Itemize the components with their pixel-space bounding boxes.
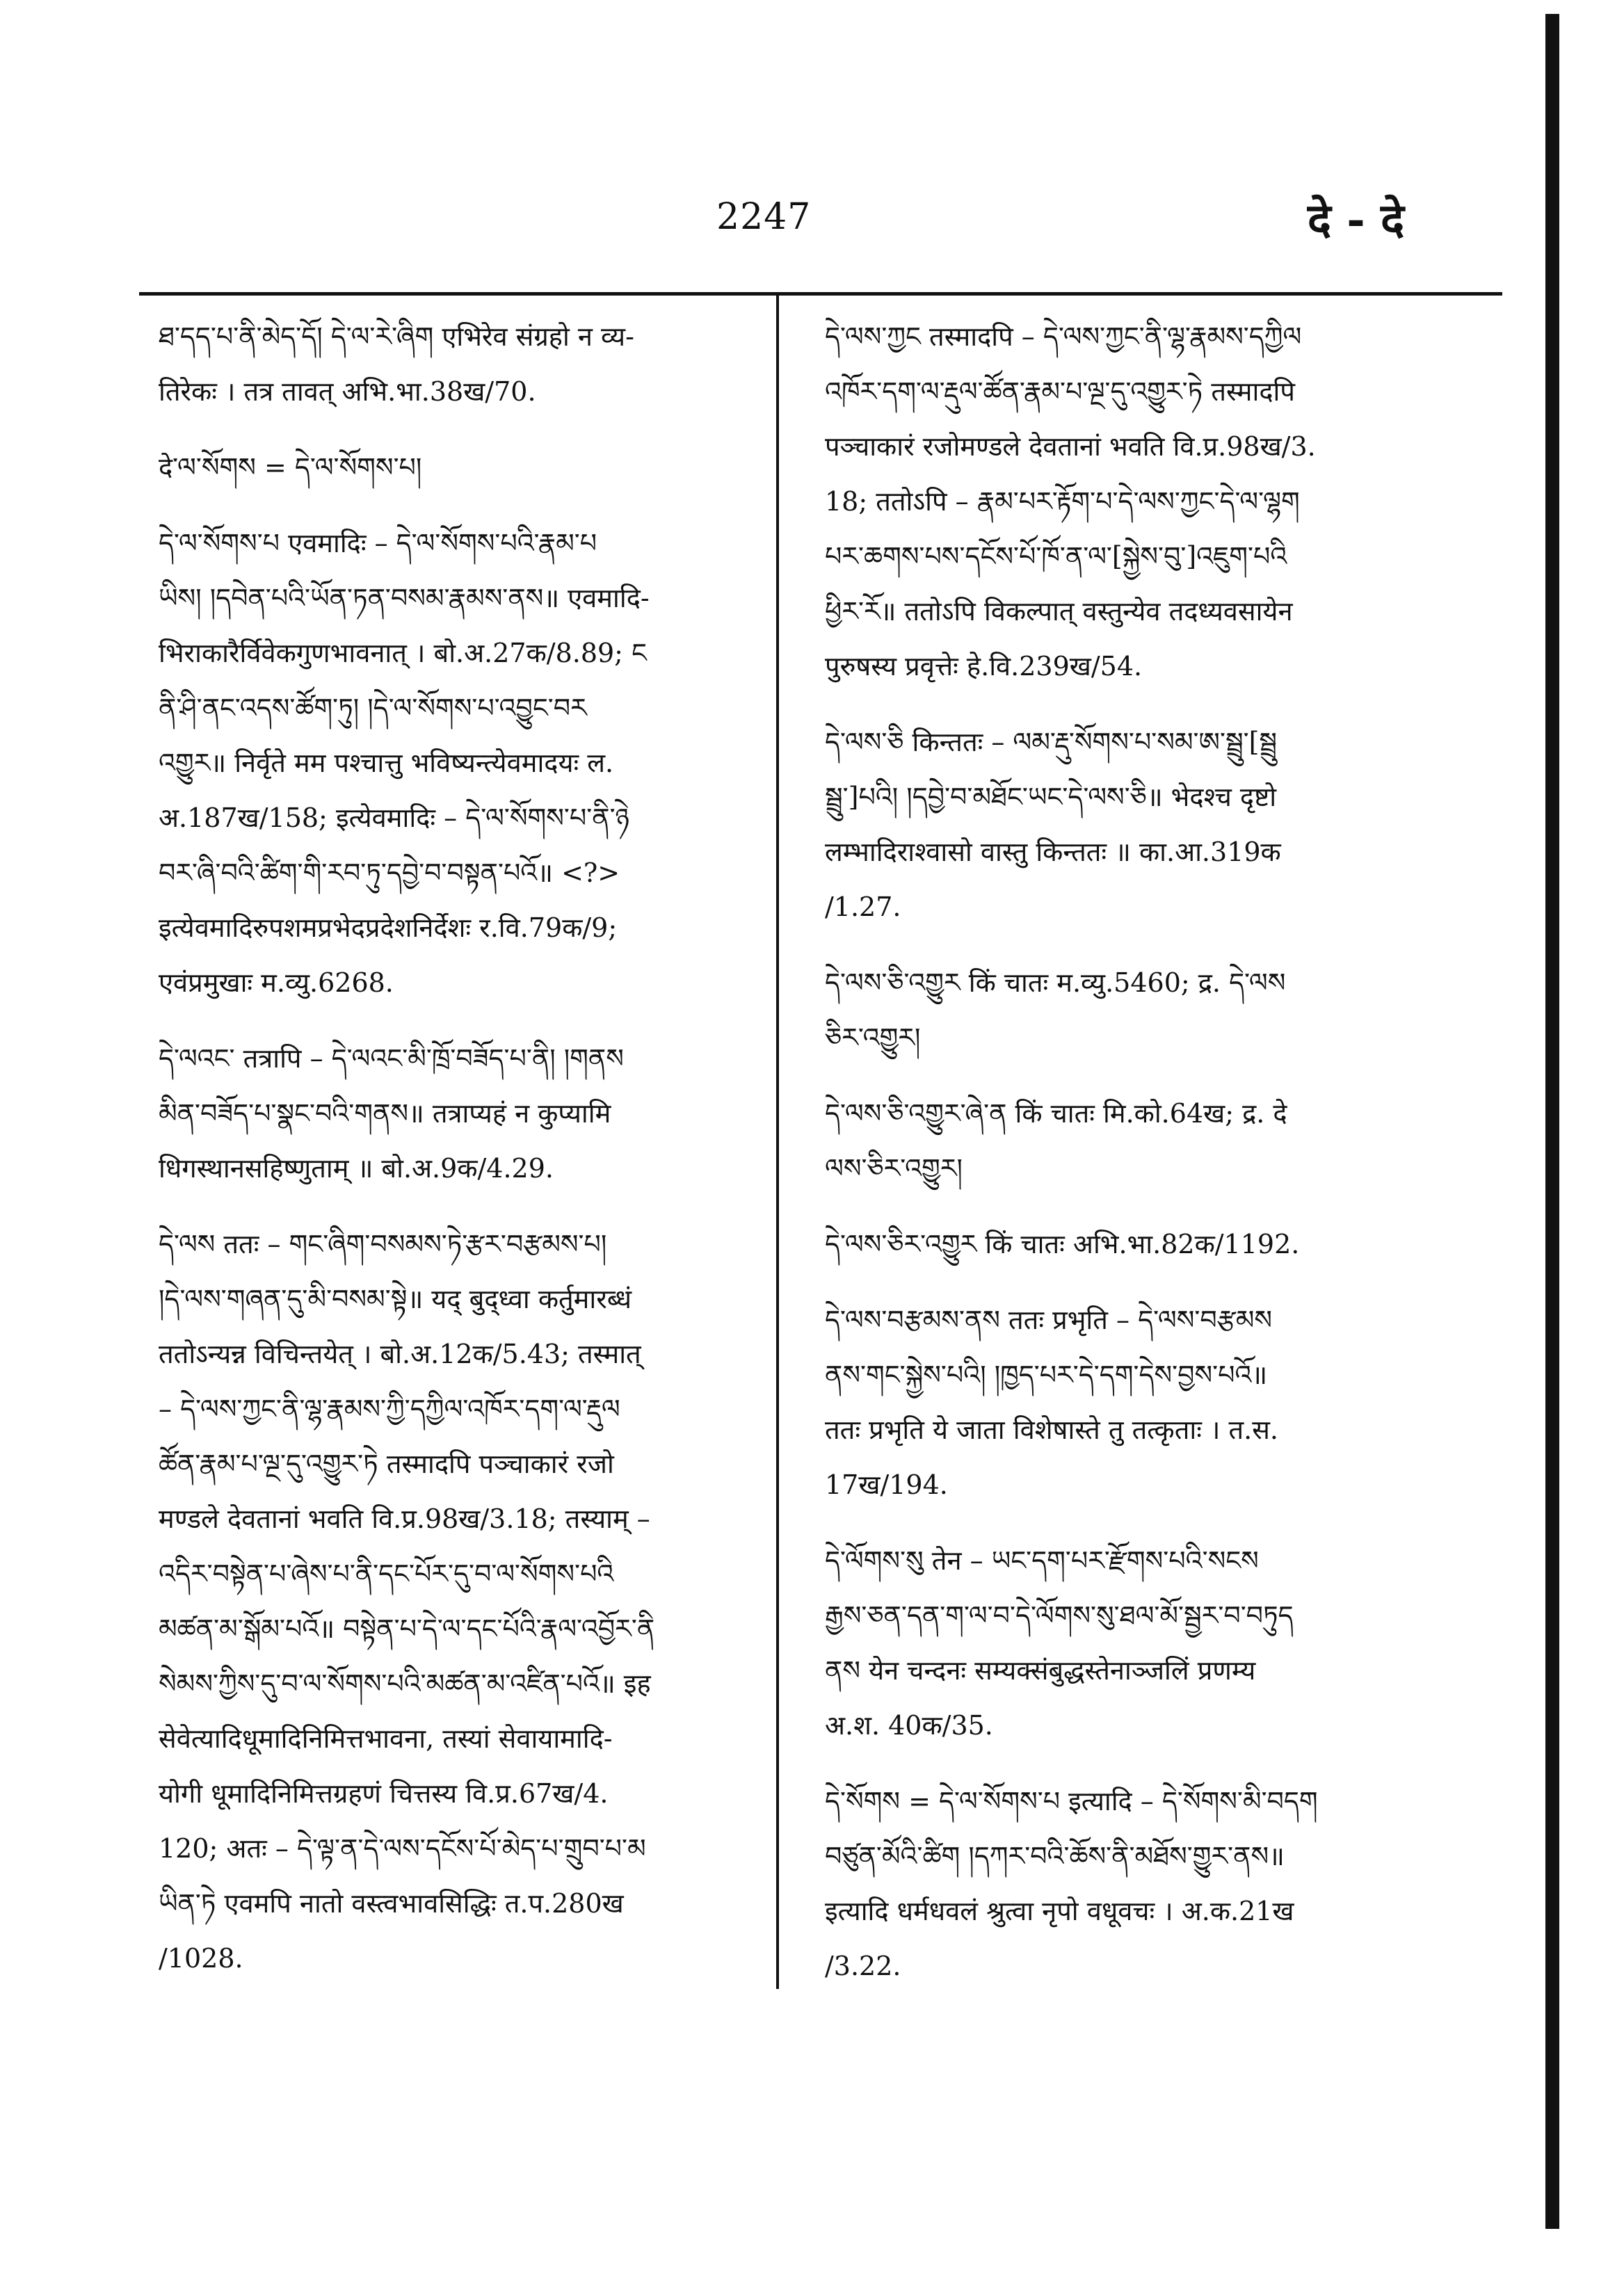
entry-line: དེ་སོགས = དེ་ལ་སོགས་པ इत्यादि – དེ་སོགས་མི་བདག (825, 1786, 1318, 1816)
entry-line: ནི་ཤི་ནང་འདས་ཚོག་ཏུ། །དེ་ལ་སོགས་པ་འབྱུང་བར (159, 693, 587, 723)
right-column (825, 309, 1525, 2015)
entry-line: རྒྱས་ཅན་དན་ག་ལ་བ་དེ་ལོགས་སུ་ཐལ་མོ་སྦྱར་བ་བཏུད (825, 1600, 1294, 1631)
entry-line: ཡིན་ཏེ एवमपि नातो वस्त्वभावसिद्धिः त.प.280ख (159, 1888, 624, 1919)
dictionary-entry (825, 1217, 1525, 1272)
dictionary-entry (825, 1293, 1525, 1513)
dictionary-entry (825, 309, 1525, 694)
entry-line: ཡིས། །དབེན་པའི་ཡོན་ཏན་བསམ་རྣམས་ནས॥ एवमादि- (159, 583, 650, 613)
entry-line: འགྱུར॥ निर्वृते मम पश्चात्तु भविष्यन्त्येवमादयः ल. (159, 748, 614, 778)
entry-line: བར་ཞི་བའི་ཚིག་གི་རབ་ཏུ་དབྱེ་བ་བསྟན་པའོ॥ <?> (159, 857, 620, 888)
entry-line: लम्भादिराश्वासो वास्तु किन्ततः ॥ का.आ.319क (825, 837, 1281, 867)
entry-line: འདིར་བསྟེན་པ་ཞེས་པ་ནི་དང་པོར་དུ་བ་ལ་སོགས་པའི (159, 1558, 614, 1589)
entry-line: པར་ཆགས་པས་དངོས་པོ་ཁོ་ན་ལ་[སྐྱེས་བུ་]འཇུག་པའི (825, 541, 1287, 572)
entry-line: 18; ततोऽपि – རྣམ་པར་རྟོག་པ་དེ་ལས་ཀྱང་དེ་ལ་ལྷག (825, 486, 1300, 517)
entry-line: ལས་ཅིར་འགྱུར། (825, 1153, 963, 1184)
entry-line: དེ་ལོགས་སུ तेन – ཡང་དག་པར་རྫོགས་པའི་སངས (825, 1545, 1259, 1576)
page-number: 2247 (716, 196, 812, 238)
dictionary-entry (825, 956, 1525, 1065)
entry-line: ཅིར་འགྱུར། (825, 1022, 921, 1053)
entry-line: སྦྲུ་]པའི། །དབྱེ་བ་མཐོང་ཡང་དེ་ལས་ཅི॥ भेदश्च दृष्टो (825, 782, 1277, 812)
dictionary-entry (159, 1217, 762, 1986)
entry-line: ततः प्रभृति ये जाता विशेषास्ते तु तत्कृताः । त.स. (825, 1415, 1278, 1445)
entry-line: अ.श. 40क/35. (825, 1710, 993, 1741)
entry-line: སེམས་ཀྱིས་དུ་བ་ལ་སོགས་པའི་མཚན་མ་འཛིན་པའོ॥ इह (159, 1668, 651, 1699)
entry-line: पुरुषस्य प्रवृत्तेः हे.वि.239ख/54. (825, 651, 1143, 682)
entry-line: བཙུན་མོའི་ཚིག །དཀར་བའི་ཆོས་ནི་མཐོས་གྱུར་ནས॥ (825, 1841, 1285, 1871)
entry-line: इत्यादि धर्मधवलं श्रुत्वा नृपो वधूवचः । अ.क.21ख (825, 1896, 1294, 1926)
entry-line: །དེ་ལས་གཞན་དུ་མི་བསམ་སྟེ॥ यद् बुद्ध्वा कर्तुमारब्धं (159, 1284, 632, 1314)
left-column (159, 309, 762, 2007)
entry-line: 17ख/194. (825, 1469, 948, 1500)
entry-line: དེ་ལས་ཅིར་འགྱུར किं चातः अभि.भा.82क/1192. (825, 1229, 1300, 1259)
entry-line: पञ्चाकारं रजोमण्डले देवतानां भवति वि.प्र.98ख/3. (825, 431, 1316, 462)
entry-line: དེ་ལ་སོགས་པ एवमादिः – དེ་ལ་སོགས་པའི་རྣམ་པ (159, 528, 597, 558)
entry-line: ततोऽन्यन्न विचिन्तयेत् । बो.अ.12क/5.43; तस्मात् (159, 1339, 641, 1369)
entry-line: – དེ་ལས་ཀྱང་ནི་ལྷ་རྣམས་ཀྱི་དཀྱིལ་འཁོར་དག་ལ་རྡུལ (159, 1394, 620, 1424)
entry-line: དེ་ལའང་ तत्रापि – དེ་ལའང་མི་ཁྲོ་བཟོད་པ་ནི། །གནས (159, 1043, 624, 1074)
dictionary-entry (159, 440, 762, 495)
entry-line: འཁོར་དག་ལ་རྡུལ་ཚོན་རྣམ་པ་ལྔ་དུ་འགྱུར་ཏེ तस्मादपि (825, 376, 1295, 407)
entry-line: ཕྱིར་རོ॥ ततोऽपि विकल्पात् वस्तुन्येव तदध्यवसायेन (825, 596, 1293, 627)
entry-line: तिरेकः । तत्र तावत् अभि.भा.38ख/70. (159, 376, 536, 407)
column-divider (776, 292, 779, 1989)
entry-line: धिगस्थानसहिष्णुताम् ॥ बो.अ.9क/4.29. (159, 1153, 554, 1184)
dictionary-entry (825, 1086, 1525, 1196)
entry-line: དེ་ལས་ཅི किन्ततः – ལམ་རྡུ་སོགས་པ་སམ་ཨ་སྦྲུ་[སྦྲུ (825, 727, 1278, 757)
entry-line: दे་ལ་སོགས = དེ་ལ་སོགས་པ། (159, 452, 422, 483)
entry-line: इत्येवमादिरुपशमप्रभेदप्रदेशनिर्देशः र.वि.79क/9; (159, 912, 618, 943)
header-rule (139, 292, 1502, 296)
entry-line: དེ་ལས་ཅི་འགྱུར་ཞེ་ན किं चातः मि.को.64ख; द्र. दे (825, 1098, 1287, 1129)
entry-line: योगी धूमादिनिमित्तग्रहणं चित्तस्य वि.प्र.67ख/4. (159, 1778, 609, 1809)
dictionary-entry (825, 1774, 1525, 1994)
running-head: दे - दे (1308, 194, 1405, 246)
entry-line: मण्डले देवतानां भवति वि.प्र.98ख/3.18; तस्याम् – (159, 1504, 650, 1534)
entry-line: ནས་གང་སྐྱེས་པའི། །ཁྱད་པར་དེ་དག་དེས་བྱས་པའོ॥ (825, 1360, 1268, 1390)
entry-line: ནས येन चन्दनः सम्यक्संबुद्धस्तेनाञ्जलिं प्रणम्य (825, 1655, 1256, 1686)
entry-line: ཐ་དད་པ་ནི་མེད་དོ། དེ་ལ་རེ་ཞིག एभिरेव संग्रहो न व्य- (159, 321, 634, 352)
entry-line: དེ་ལས་ཀྱང तस्मादपि – དེ་ལས་ཀྱང་ནི་ལྷ་རྣམས་དཀྱིལ (825, 321, 1302, 352)
binding-edge-bar (1545, 14, 1559, 2229)
entry-line: དེ་ལས ततः – གང་ཞིག་བསམས་ཏེ་རྩར་བརྩམས་པ། (159, 1229, 607, 1259)
entry-line: भिराकारैर्विवेकगुणभावनात् । बो.अ.27क/8.89; ང (159, 638, 647, 668)
entry-line: ཚོན་རྣམ་པ་ལྔ་དུ་འགྱུར་ཏེ तस्मादपि पञ्चाकारं रजो (159, 1449, 614, 1479)
dictionary-entry (825, 715, 1525, 935)
entry-line: དེ་ལས་བརྩམས་ནས ततः प्रभृति – དེ་ལས་བརྩམས (825, 1305, 1273, 1335)
entry-line: མིན་བཟོད་པ་སྣང་བའི་གནས॥ तत्राप्यहं न कुप्यामि (159, 1098, 611, 1129)
entry-line: अ.187ख/158; इत्येवमादिः – དེ་ལ་སོགས་པ་ནི་ཉེ (159, 803, 629, 833)
entry-line: དེ་ལས་ཅི་འགྱུར किं चातः म.व्यु.5460; द्र. དེ་ལས (825, 967, 1286, 998)
entry-line: /1028. (159, 1943, 243, 1974)
entry-line: /1.27. (825, 892, 901, 922)
entry-line: མཚན་མ་སྒོམ་པའོ॥ བསྟེན་པ་དེ་ལ་དང་པོའི་རྣལ་འབྱོར་ནི (159, 1613, 655, 1644)
dictionary-entry (159, 516, 762, 1010)
entry-line: एवंप्रमुखाः म.व्यु.6268. (159, 967, 394, 998)
entry-line: 120; अतः – དེ་ལྟ་ན་དེ་ལས་དངོས་པོ་མེད་པ་གྲུབ་པ་མ (159, 1833, 646, 1864)
dictionary-entry (825, 1533, 1525, 1753)
entry-line: /3.22. (825, 1951, 901, 1981)
dictionary-entry (159, 309, 762, 419)
entry-line: सेवेत्यादिधूमादिनिमित्तभावना, तस्यां सेवायामादि- (159, 1723, 613, 1754)
dictionary-entry (159, 1031, 762, 1196)
